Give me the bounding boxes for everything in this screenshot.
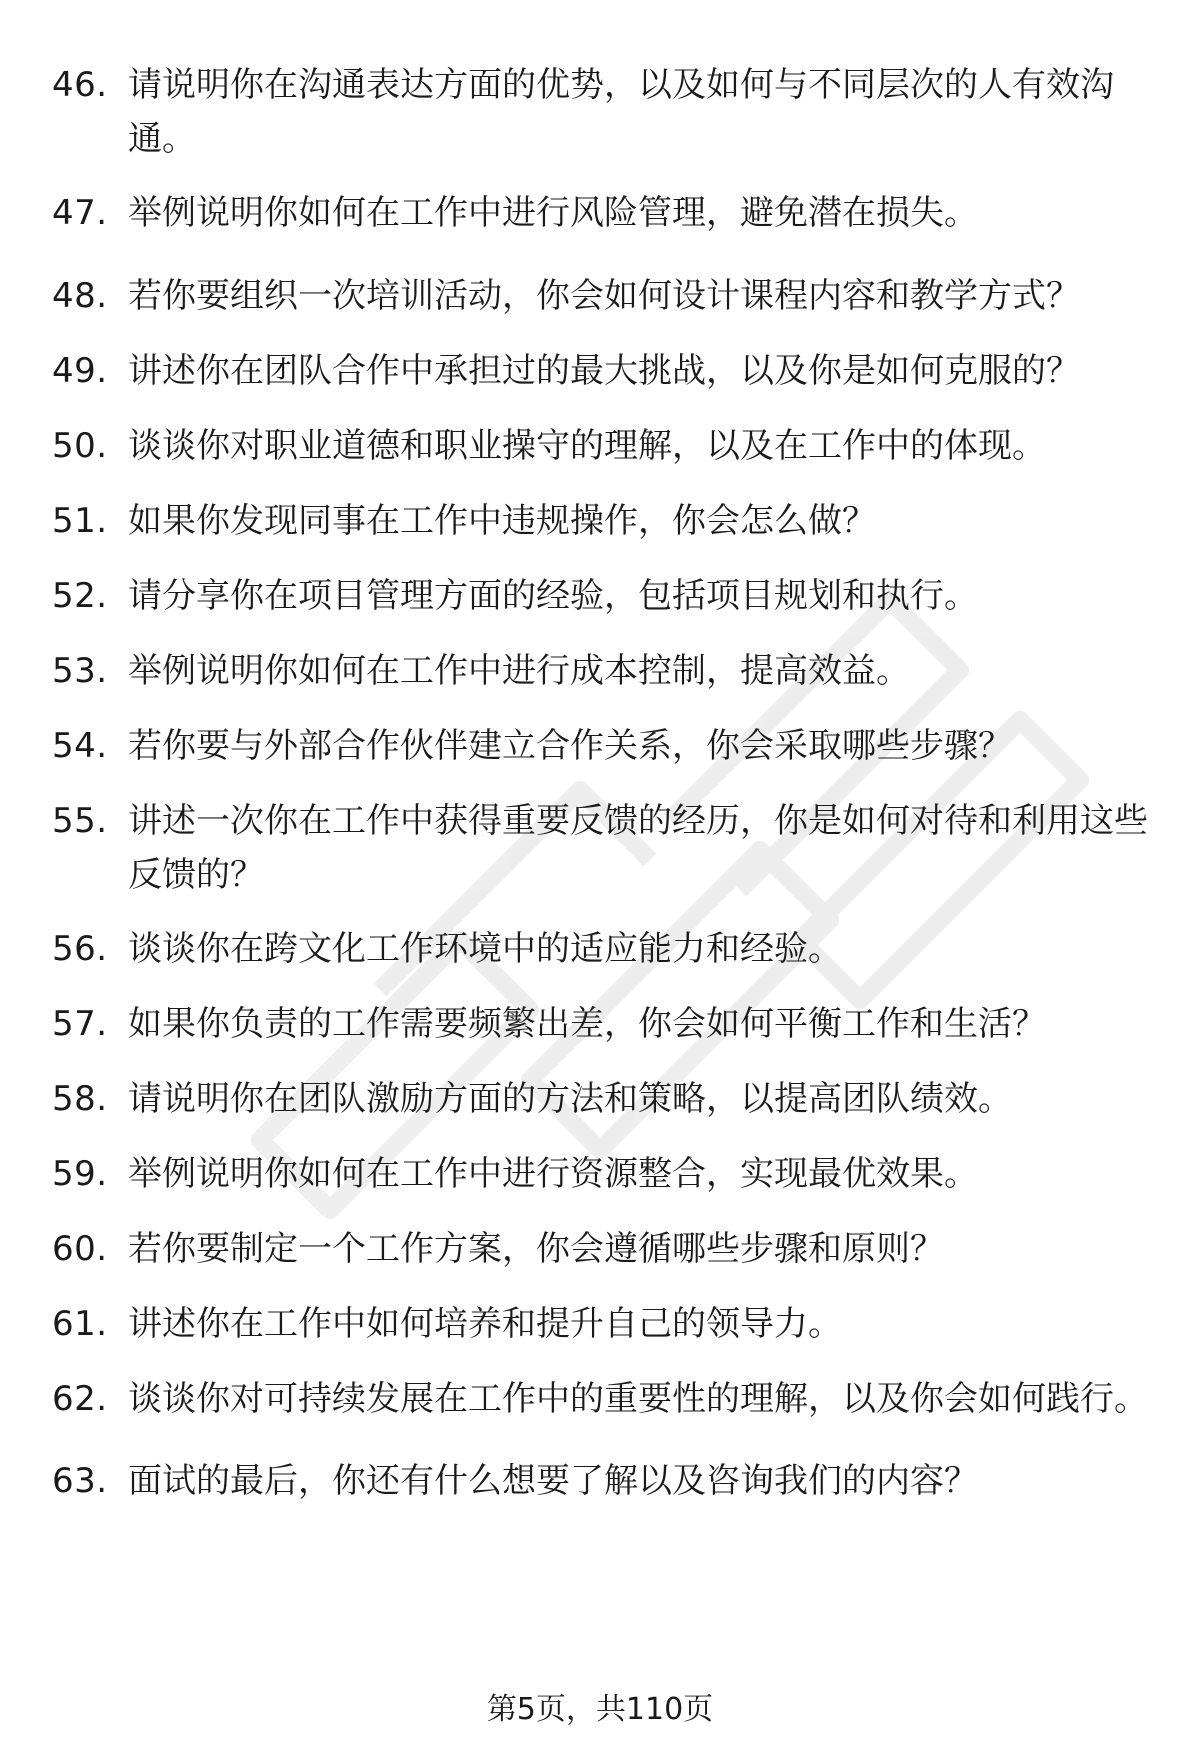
question-item bbox=[52, 1222, 1162, 1276]
question-text: 若你要组织一次培训活动，你会如何设计课程内容和教学方式？ bbox=[128, 276, 1080, 316]
question-item bbox=[52, 922, 1162, 976]
question-item bbox=[52, 644, 1162, 698]
question-item bbox=[52, 186, 1162, 240]
question-number: 61. bbox=[52, 1304, 108, 1344]
question-text: 谈谈你对可持续发展在工作中的重要性的理解，以及你会如何践行。 bbox=[128, 1379, 1148, 1419]
question-text: 谈谈你对职业道德和职业操守的理解，以及在工作中的体现。 bbox=[128, 426, 1046, 466]
question-text: 面试的最后，你还有什么想要了解以及咨询我们的内容？ bbox=[128, 1461, 978, 1501]
question-list bbox=[52, 58, 1162, 1508]
question-text: 请说明你在团队激励方面的方法和策略，以提高团队绩效。 bbox=[128, 1079, 1012, 1119]
question-text: 请分享你在项目管理方面的经验，包括项目规划和执行。 bbox=[128, 576, 978, 616]
question-number: 52. bbox=[52, 576, 108, 616]
question-number: 47. bbox=[52, 193, 108, 233]
question-number: 60. bbox=[52, 1229, 108, 1269]
question-text: 讲述你在团队合作中承担过的最大挑战，以及你是如何克服的？ bbox=[128, 351, 1080, 391]
question-item bbox=[52, 997, 1162, 1051]
question-item bbox=[52, 1072, 1162, 1126]
question-item bbox=[52, 1454, 1162, 1508]
question-number: 48. bbox=[52, 276, 108, 316]
question-item bbox=[52, 719, 1162, 773]
question-text: 请说明你在沟通表达方面的优势，以及如何与不同层次的人有效沟通。 bbox=[128, 65, 1114, 159]
question-item bbox=[52, 58, 1162, 166]
question-item bbox=[52, 1297, 1162, 1351]
question-number: 55. bbox=[52, 801, 108, 841]
question-item bbox=[52, 419, 1162, 473]
question-item bbox=[52, 794, 1162, 902]
question-number: 59. bbox=[52, 1154, 108, 1194]
question-number: 51. bbox=[52, 501, 108, 541]
question-number: 57. bbox=[52, 1004, 108, 1044]
question-text: 如果你发现同事在工作中违规操作，你会怎么做？ bbox=[128, 501, 876, 541]
question-item bbox=[52, 344, 1162, 398]
question-text: 若你要与外部合作伙伴建立合作关系，你会采取哪些步骤？ bbox=[128, 726, 1012, 766]
question-item bbox=[52, 569, 1162, 623]
question-text: 举例说明你如何在工作中进行资源整合，实现最优效果。 bbox=[128, 1154, 978, 1194]
question-number: 56. bbox=[52, 929, 108, 969]
question-text: 讲述一次你在工作中获得重要反馈的经历，你是如何对待和利用这些反馈的？ bbox=[128, 801, 1148, 895]
question-number: 46. bbox=[52, 65, 108, 105]
question-number: 63. bbox=[52, 1461, 108, 1501]
question-item bbox=[52, 1147, 1162, 1201]
question-number: 62. bbox=[52, 1379, 108, 1419]
question-number: 58. bbox=[52, 1079, 108, 1119]
question-text: 举例说明你如何在工作中进行成本控制，提高效益。 bbox=[128, 651, 910, 691]
page-number-footer: 第5页，共110页 bbox=[486, 1692, 714, 1727]
question-text: 如果你负责的工作需要频繁出差，你会如何平衡工作和生活？ bbox=[128, 1004, 1046, 1044]
question-item bbox=[52, 494, 1162, 548]
question-number: 49. bbox=[52, 351, 108, 391]
question-number: 50. bbox=[52, 426, 108, 466]
question-item bbox=[52, 1372, 1162, 1426]
question-number: 53. bbox=[52, 651, 108, 691]
question-text: 举例说明你如何在工作中进行风险管理，避免潜在损失。 bbox=[128, 193, 978, 233]
question-item bbox=[52, 269, 1162, 323]
question-text: 谈谈你在跨文化工作环境中的适应能力和经验。 bbox=[128, 929, 842, 969]
question-text: 若你要制定一个工作方案，你会遵循哪些步骤和原则？ bbox=[128, 1229, 944, 1269]
question-text: 讲述你在工作中如何培养和提升自己的领导力。 bbox=[128, 1304, 842, 1344]
question-number: 54. bbox=[52, 726, 108, 766]
